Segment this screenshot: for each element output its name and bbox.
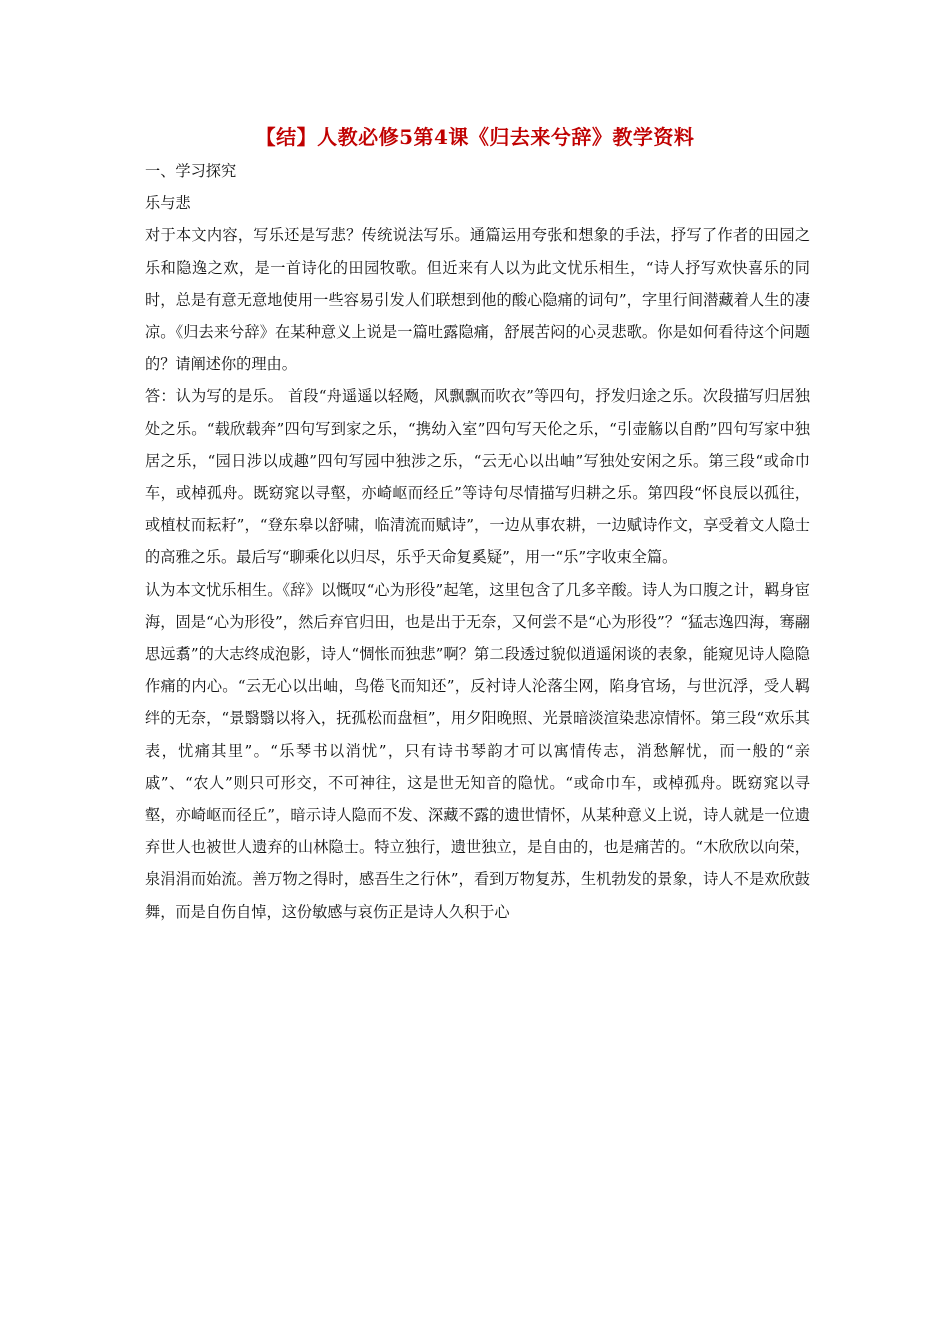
document-body bbox=[145, 155, 810, 928]
section-heading: 一、学习探究 bbox=[145, 162, 237, 180]
subheading: 乐与悲 bbox=[145, 194, 191, 213]
paragraph-alternative-view: 认为本文忧乐相生。《辞》以慨叹“心为形役”起笔，这里包含了几多辛酸。诗人为口腹之计，羁身宦海，固是“心为形役”，然后弃官归田，也是出于无奈，又何尝不是“心为形役”？“猛志逸四海，骞翮思远翥”的大志终成泡影，诗人“惆怅而独悲”啊？第二段透过貌似逍遥闲谈的表象，能窥见诗人隐隐作痛的内心。“云无心以出岫，鸟倦飞而知还”，反衬诗人沦落尘网，陷身官场，与世沉浮，受人羁绊的无奈，“景翳翳以将入，抚孤松而盘桓”，用夕阳晚照、光景暗淡渲染悲凉情怀。第三段“欢乐其表，忧痛其里”。“乐琴书以消忧”，只有诗书琴韵才可以寓情传志，消愁解忧，而一般的“亲戚”、“农人”则只可形交，不可神往，这是世无知音的隐忧。“或命巾车，或棹孤舟。既窈窕以寻壑，亦崎岖而径丘”，暗示诗人隐而不发、深藏不露的遗世情怀，从某种意义上说，诗人就是一位遗弃世人也被世人遗弃的山林隐士。特立独行，遗世独立，是自由的，也是痛苦的。“木欣欣以向荣，泉涓涓而始流。善万物之得时，感吾生之行休”，看到万物复苏，生机勃发的景象，诗人不是欢欣鼓舞，而是自伤自悼，这份敏感与哀伤正是诗人久积于心 bbox=[145, 580, 810, 921]
paragraph-question: 对于本文内容，写乐还是写悲？传统说法写乐。通篇运用夸张和想象的手法，抒写了作者的田园之乐和隐逸之欢，是一首诗化的田园牧歌。但近来有人以为此文忧乐相生，“诗人抒写欢快喜乐的同时，总是有意无意地使用一些容易引发人们联想到他的酸心隐痛的词句”，字里行间潜藏着人生的凄凉。《归去来兮辞》在某种意义上说是一篇吐露隐痛，舒展苦闷的心灵悲歌。你是如何看待这个问题的？请阐述你的理由。 bbox=[145, 226, 810, 374]
document-title: 【结】人教必修5第4课《归去来兮辞》教学资料 bbox=[255, 125, 695, 149]
paragraph-answer: 答：认为写的是乐。 首段“舟遥遥以轻飏，风飘飘而吹衣”等四句，抒发归途之乐。次段描写归居独处之乐。“载欣载奔”四句写到家之乐，“携幼入室”四句写天伦之乐，“引壶觞以自酌”四句写家中独居之乐，“园日涉以成趣”四句写园中独涉之乐，“云无心以出岫”写独处安闲之乐。第三段“或命巾车，或棹孤舟。既窈窕以寻壑，亦崎岖而经丘”等诗句尽情描写归耕之乐。第四段“怀良辰以孤往，或植杖而耘耔”，“登东皋以舒啸，临清流而赋诗”，一边从事农耕，一边赋诗作文，享受着文人隐士的高雅之乐。最后写“聊乘化以归尽，乐乎天命复奚疑”，用一“乐”字收束全篇。 bbox=[145, 387, 810, 567]
